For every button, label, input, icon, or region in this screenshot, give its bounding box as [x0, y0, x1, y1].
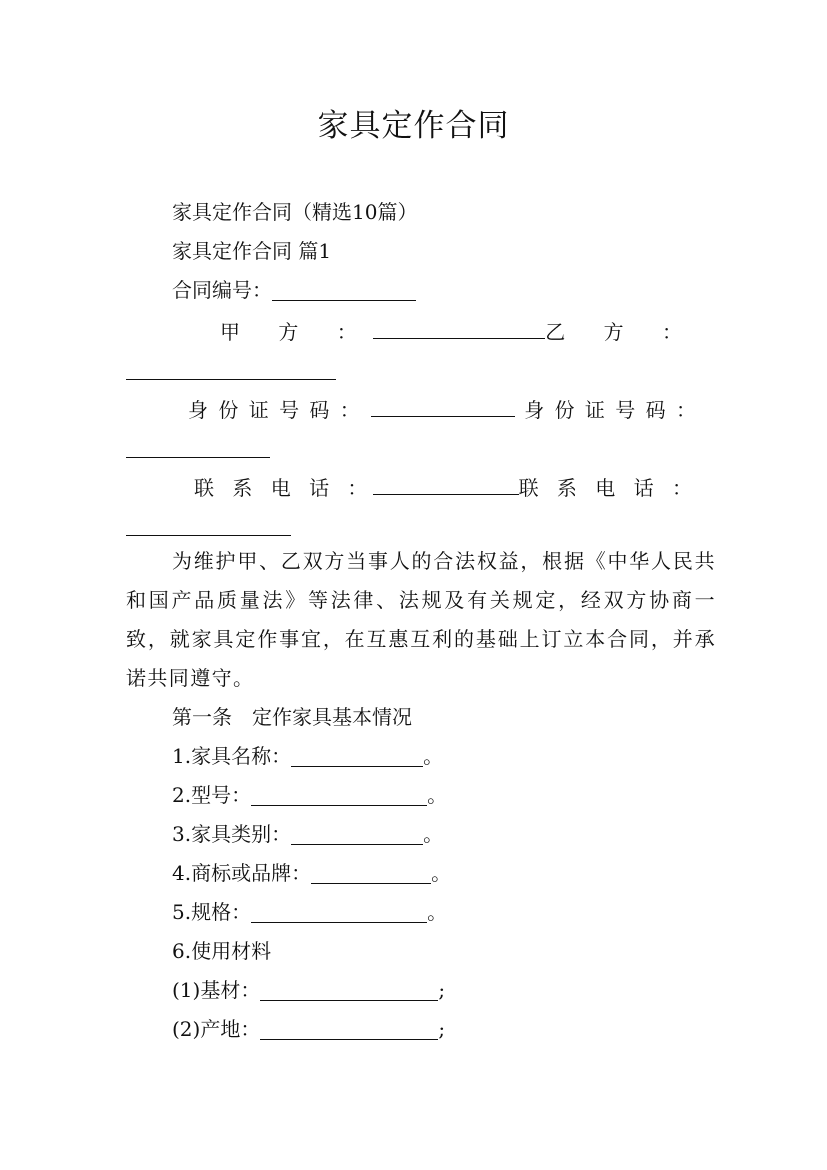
intro-paragraph: 为维护甲、乙双方当事人的合法权益，根据《中华人民共和国产品质量法》等法律、法规及有关规定，经双方协商一致，就家具定作事宜，在互惠互利的基础上订立本合同，并承诺共同遵守。: [126, 549, 716, 690]
item-blank: [291, 746, 423, 767]
party-b-label: 乙 方 ：: [545, 320, 698, 344]
id-row: [188, 394, 698, 423]
item-blank: [251, 785, 427, 806]
item-blank: [251, 902, 427, 923]
item-label: (1)基材：: [172, 978, 261, 1002]
item-label: 5.规格：: [172, 900, 252, 924]
item-spec: [172, 893, 447, 932]
phone-row: [194, 472, 698, 501]
document-subtitle: 家具定作合同（精选10篇）: [172, 200, 418, 224]
item-origin: [172, 1010, 445, 1049]
phone-b-blank: [126, 515, 291, 536]
item-label: 3.家具类别：: [172, 822, 292, 846]
id-label-b: 身 份 证 号 码 ：: [524, 398, 698, 422]
semicolon: ;: [438, 1017, 446, 1041]
item-label: (2)产地：: [172, 1017, 261, 1041]
phone-b-blank-line: [126, 506, 291, 545]
item-label: 4.商标或品牌：: [172, 861, 312, 885]
period: 。: [423, 744, 444, 768]
id-a-blank: [371, 396, 515, 417]
period: 。: [427, 900, 448, 924]
phone-label-b: 联 系 电 话 ：: [518, 476, 698, 500]
item-blank: [311, 863, 431, 884]
item-materials: 6.使用材料: [172, 939, 272, 963]
party-b-blank: [126, 359, 336, 380]
party-row: [220, 316, 698, 345]
item-label: 1.家具名称：: [172, 744, 292, 768]
item-brand: [172, 854, 451, 893]
item-blank: [260, 1019, 438, 1040]
section-title: 家具定作合同 篇1: [172, 239, 332, 263]
phone-a-blank: [373, 474, 518, 495]
id-label-a: 身 份 证 号 码 ：: [188, 398, 362, 422]
party-a-blank: [373, 318, 546, 339]
item-category: [172, 815, 443, 854]
period: 。: [427, 783, 448, 807]
contract-number-label: 合同编号：: [172, 278, 272, 302]
item-label: 2.型号：: [172, 783, 252, 807]
document-title: 家具定作合同: [317, 108, 510, 144]
semicolon: ;: [438, 978, 446, 1002]
period: 。: [431, 861, 452, 885]
item-base-material: [172, 971, 445, 1010]
item-blank: [291, 824, 423, 845]
contract-number-blank: [272, 280, 416, 301]
id-b-blank-line: [126, 428, 270, 467]
article-1-title: 第一条 定作家具基本情况: [172, 705, 412, 729]
contract-number-line: [172, 271, 416, 310]
item-blank: [260, 980, 438, 1001]
period: 。: [423, 822, 444, 846]
id-b-blank: [126, 437, 270, 458]
item-model: [172, 776, 447, 815]
party-b-blank-line: [126, 350, 336, 389]
item-furniture-name: [172, 737, 443, 776]
phone-label-a: 联 系 电 话 ：: [194, 476, 374, 500]
party-a-label: 甲 方 ：: [220, 320, 373, 344]
